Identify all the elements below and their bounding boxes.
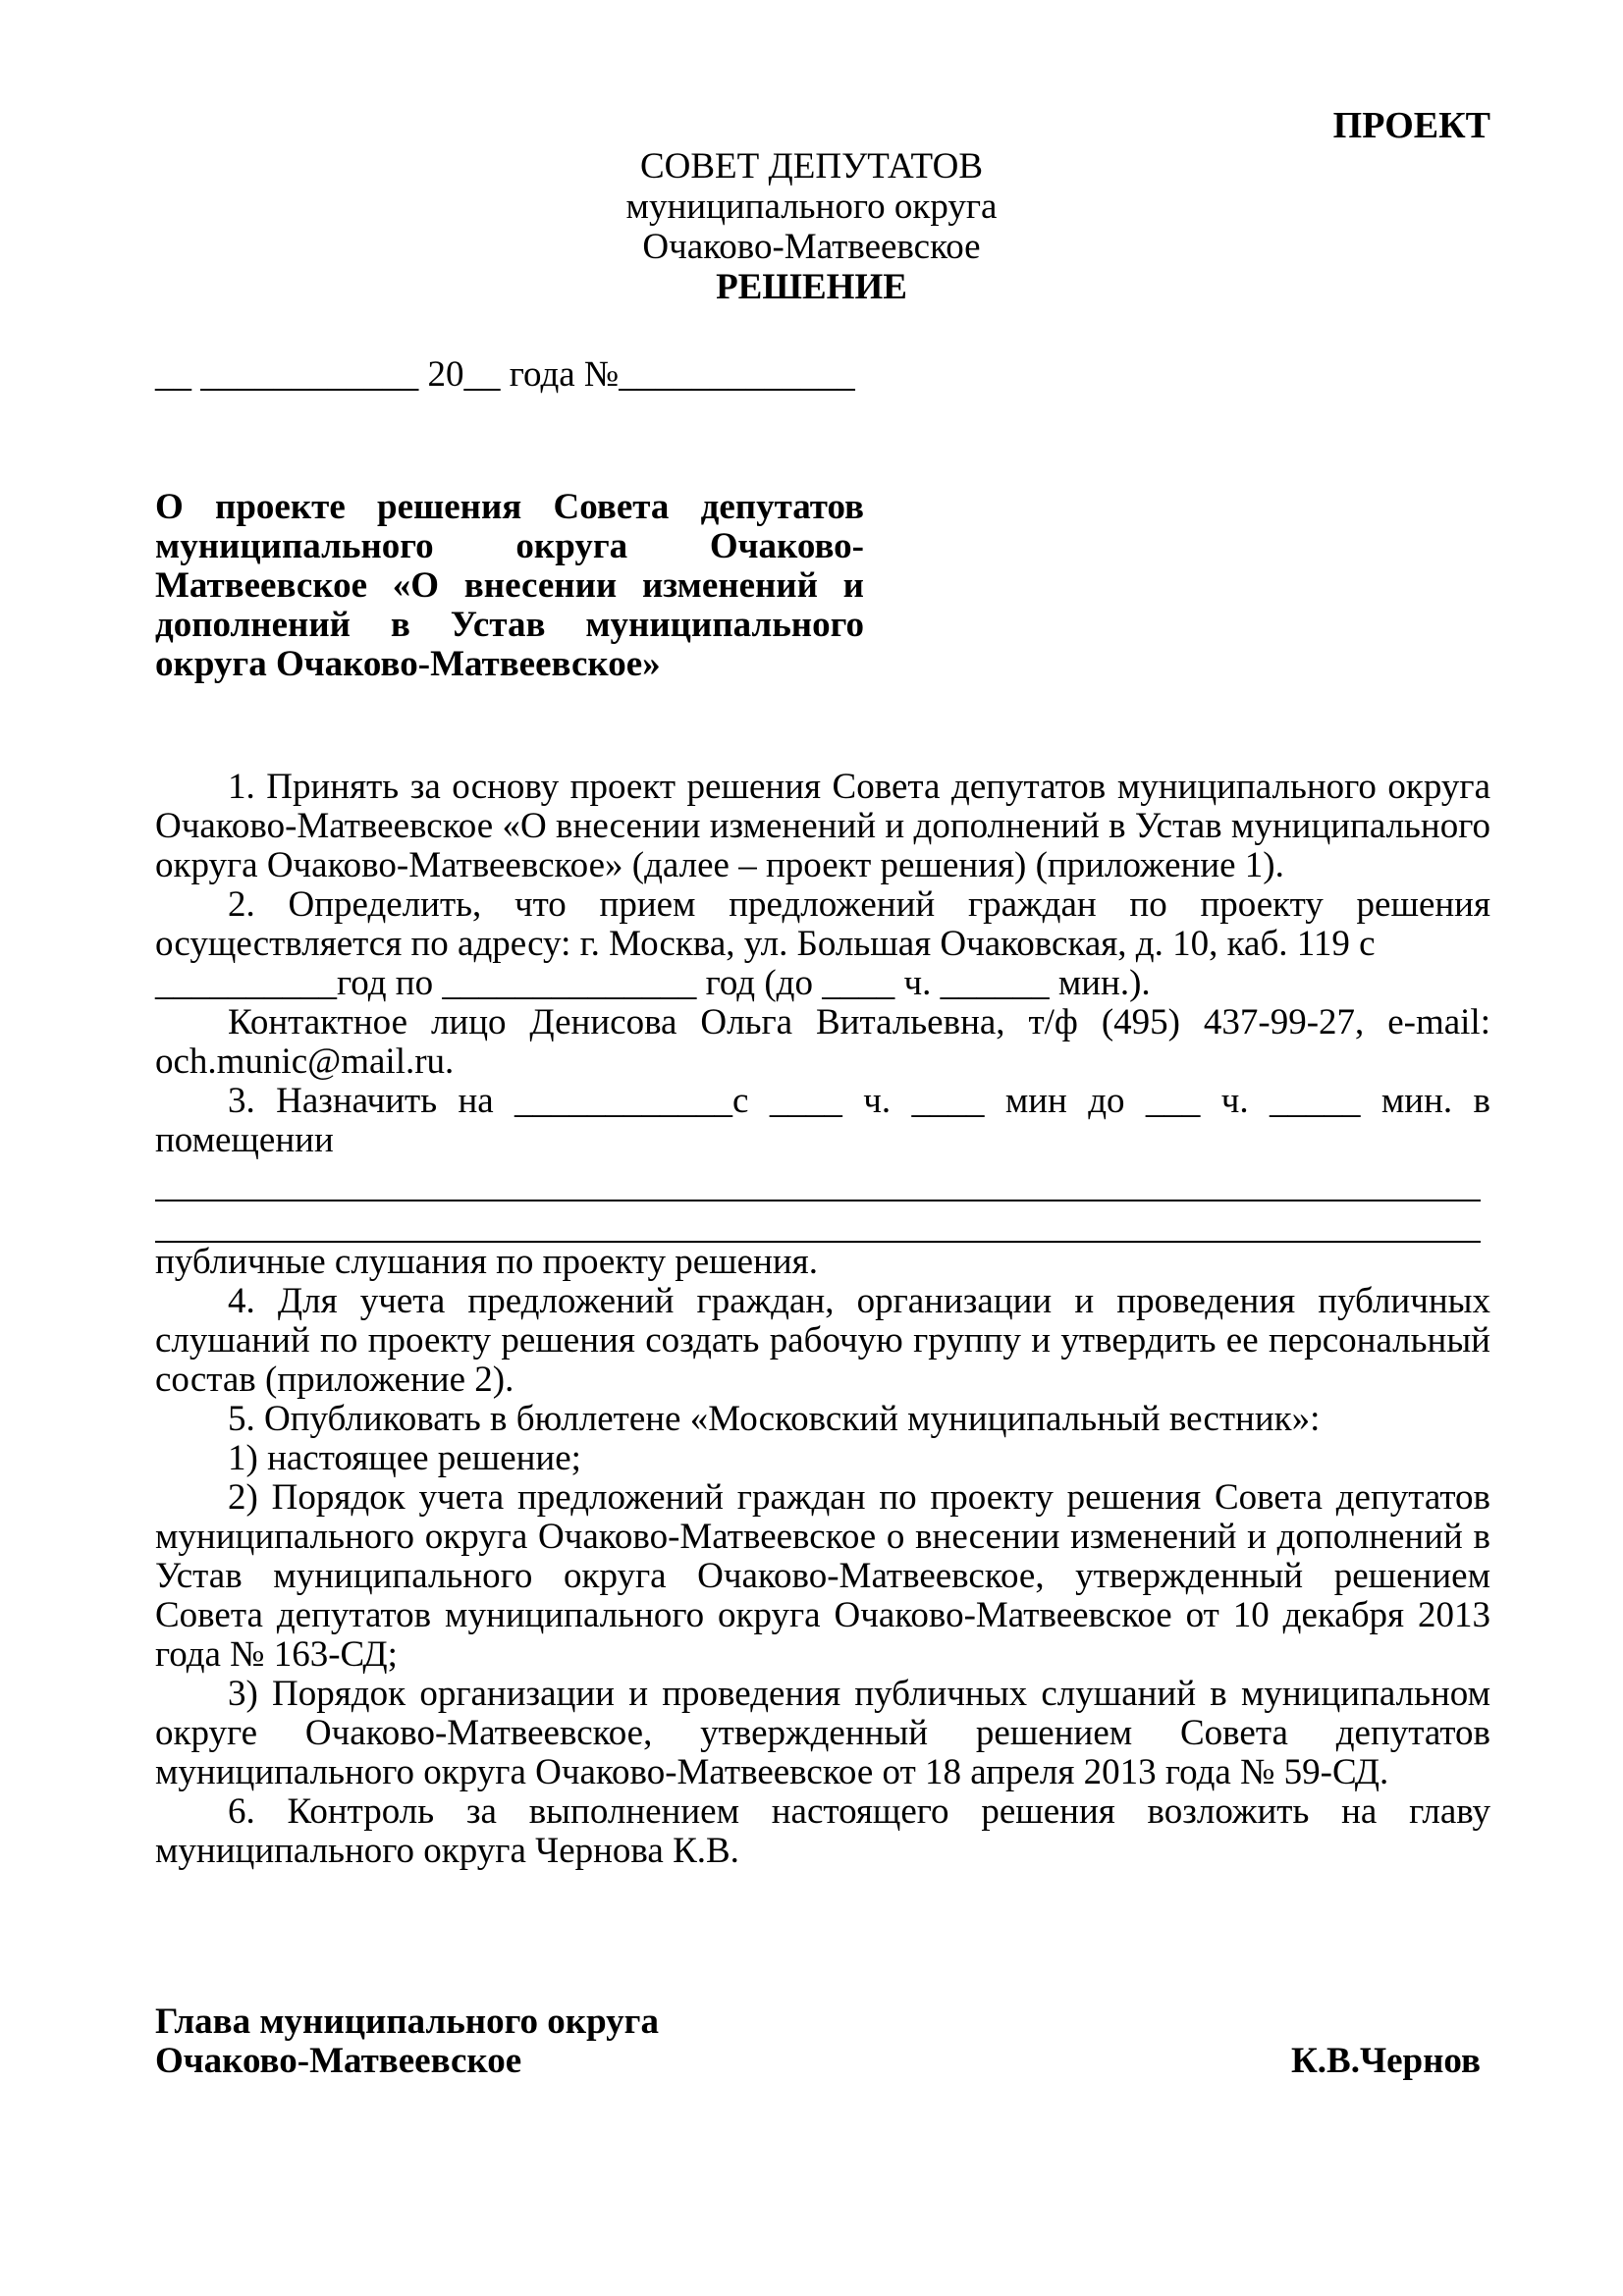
item-5-2: 2) Порядок учета предложений граждан по проекту решения Совета депутатов муниципального округа Очаково-Матвеевское о внесении изменений и дополнений в Устав муниципального округа Очаково-Матвеевское, утвержденный решением Совета депутатов муниципального округа Очаково-Матвеевское от 10 декабря 2013 года № 163-СД; xyxy=(155,1477,1490,1675)
decision-heading: РЕШЕНИЕ xyxy=(716,267,907,307)
decision-title: О проекте решения Совета депутатов муниципального округа Очаково-Матвеевское «О внесении изменений и дополнений в Устав муниципального округа Очаково-Матвеевское» xyxy=(155,487,864,684)
district-label: муниципального округа xyxy=(625,187,998,227)
document-header xyxy=(0,147,1623,308)
item-3-end: публичные слушания по проекту решения. xyxy=(155,1242,818,1282)
item-5-1: 1) настоящее решение; xyxy=(228,1438,581,1478)
district-name: Очаково-Матвеевское xyxy=(642,227,981,267)
council-name: СОВЕТ ДЕПУТАТОВ xyxy=(639,146,984,187)
decision-body xyxy=(155,768,1490,1871)
item-3-text: 3. Назначить на ____________с ____ ч. ____ мин до ___ ч. _____ мин. в помещении xyxy=(155,1081,1490,1160)
item-4: 4. Для учета предложений граждан, организации и проведения публичных слушаний по проекту решения создать рабочую группу и утвердить ее персональный состав (приложение 2). xyxy=(155,1281,1490,1400)
item-5-3: 3) Порядок организации и проведения публичных слушаний в муниципальном округе Очаково-Матвеевское, утвержденный решением Совета депутатов муниципального округа Очаково-Матвеевское от 18 апреля 2013 года № 59-СД. xyxy=(155,1674,1490,1792)
signature-block xyxy=(155,2002,1490,2081)
draft-stamp: ПРОЕКТ xyxy=(1332,105,1490,146)
blank-line-1 xyxy=(155,1160,1481,1201)
signatory-position-1: Глава муниципального округа xyxy=(155,2002,659,2042)
item-2-contact: Контактное лицо Денисова Ольга Витальевна, т/ф (495) 437-99-27, e-mail: och.munic@mail.ru. xyxy=(155,1002,1490,1082)
blank-line-2 xyxy=(155,1201,1481,1243)
signatory-position-2: Очаково-Матвеевское xyxy=(155,2041,522,2081)
item-1: 1. Принять за основу проект решения Совета депутатов муниципального округа Очаково-Матвеевское «О внесении изменений и дополнений в Устав муниципального округа Очаково-Матвеевское» (далее – проект решения) (приложение 1). xyxy=(155,767,1490,885)
item-5: 5. Опубликовать в бюллетене «Московский муниципальный вестник»: xyxy=(228,1399,1321,1439)
signatory-name: К.В.Чернов xyxy=(1290,2041,1481,2081)
item-2-dates: __________год по ______________ год (до ____ ч. ______ мин.). xyxy=(155,963,1151,1003)
item-6: 6. Контроль за выполнением настоящего решения возложить на главу муниципального округа Чернова К.В. xyxy=(155,1791,1490,1871)
date-number-line: __ ____________ 20__ года №_____________ xyxy=(155,354,855,395)
item-2-text: 2. Определить, что прием предложений граждан по проекту решения осуществляется по адресу: г. Москва, ул. Большая Очаковская, д. 10, каб. 119 с xyxy=(155,884,1490,964)
